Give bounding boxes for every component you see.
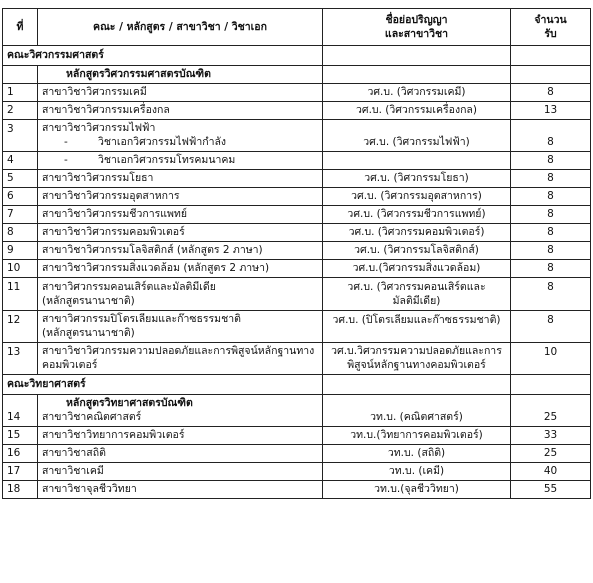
row-degree: วศ.บ. (วิศวกรรมคอมพิวเตอร์) — [323, 224, 511, 242]
header-no: ที่ — [3, 9, 38, 46]
faculty-name: คณะวิทยาศาสตร์ — [3, 375, 323, 395]
row-no: 4 — [3, 152, 38, 170]
faculty-row — [3, 46, 591, 66]
row-count: 8 — [511, 311, 591, 343]
table-row — [3, 311, 591, 343]
table-row — [3, 120, 591, 152]
row-no: 7 — [3, 206, 38, 224]
row-count: 8 — [511, 170, 591, 188]
row-name: สาขาวิชาจุลชีววิทยา — [38, 481, 323, 499]
table-row — [3, 427, 591, 445]
empty-cell — [3, 66, 38, 84]
row-no: 18 — [3, 481, 38, 499]
row-sub-name: วิชาเอกวิศวกรรมไฟฟ้ากำลัง — [98, 136, 227, 148]
row-count: 13 — [511, 102, 591, 120]
row-degree: วศ.บ. (วิศวกรรมโยธา) — [323, 170, 511, 188]
row-name — [38, 311, 323, 343]
table-row — [3, 260, 591, 278]
row-count: 8 — [511, 278, 591, 311]
table-row — [3, 343, 591, 375]
empty-cell — [511, 66, 591, 84]
row-no: 17 — [3, 463, 38, 481]
row-name — [38, 395, 323, 427]
row-no: 13 — [3, 343, 38, 375]
header-degree-line1: ชื่อย่อปริญญา — [385, 14, 448, 26]
row-no: 6 — [3, 188, 38, 206]
row-no: 8 — [3, 224, 38, 242]
row-no: 12 — [3, 311, 38, 343]
row-name — [38, 343, 323, 375]
row-name: สาขาวิชาวิศวกรรมชีวการแพทย์ — [38, 206, 323, 224]
program-name: หลักสูตรวิศวกรรมศาสตรบัณฑิต — [38, 66, 323, 84]
row-name-line1: สาขาวิศวกรรมปิโตรเลียมและก๊าซธรรมชาติ — [42, 313, 241, 325]
row-name: สาขาวิชาเคมี — [38, 463, 323, 481]
row-no: 5 — [3, 170, 38, 188]
table-row — [3, 463, 591, 481]
table-row — [3, 102, 591, 120]
table-row — [3, 395, 591, 427]
row-sub-name: วิชาเอกวิศวกรรมโทรคมนาคม — [98, 154, 236, 166]
row-count: 8 — [511, 84, 591, 102]
row-name-line1: สาขาวิชาวิศวกรรมความปลอดภัยและการพิสูจน์หลักฐานทาง — [42, 345, 315, 357]
row-name-line2: (หลักสูตรนานาชาติ) — [42, 327, 135, 339]
header-degree-line2: และสาขาวิชา — [384, 28, 449, 40]
row-degree-line1: วศ.บ. (วิศวกรรมคอนเสิร์ตและ — [347, 281, 486, 293]
row-name: สาขาวิชาวิศวกรรมอุตสาหการ — [38, 188, 323, 206]
row-no: 9 — [3, 242, 38, 260]
faculty-row — [3, 375, 591, 395]
table-row — [3, 445, 591, 463]
dash-marker: - — [64, 136, 68, 148]
table-row — [3, 278, 591, 311]
row-count: 55 — [511, 481, 591, 499]
row-name-line1: สาขาวิชาคณิตศาสตร์ — [42, 411, 142, 423]
row-degree: วท.บ. (สถิติ) — [323, 445, 511, 463]
faculty-name: คณะวิศวกรรมศาสตร์ — [3, 46, 323, 66]
row-name: สาขาวิชาวิศวกรรมสิ่งแวดล้อม (หลักสูตร 2 ภาษา) — [38, 260, 323, 278]
empty-cell — [511, 46, 591, 66]
program-row — [3, 66, 591, 84]
row-degree: วศ.บ. (ปิโตรเลียมและก๊าซธรรมชาติ) — [323, 311, 511, 343]
row-name-line2: คอมพิวเตอร์ — [42, 359, 98, 371]
row-no: 3 — [3, 120, 38, 152]
row-no: 10 — [3, 260, 38, 278]
row-no: 15 — [3, 427, 38, 445]
empty-cell — [323, 46, 511, 66]
row-count: 8 — [511, 242, 591, 260]
row-name: สาขาวิชาวิทยาการคอมพิวเตอร์ — [38, 427, 323, 445]
row-name — [38, 152, 323, 170]
row-count: 10 — [511, 343, 591, 375]
row-count: 8 — [511, 206, 591, 224]
header-name: คณะ / หลักสูตร / สาขาวิชา / วิชาเอก — [38, 9, 323, 46]
row-degree-line1: วศ.บ.วิศวกรรมความปลอดภัยและการ — [331, 345, 502, 357]
row-count: 8 — [511, 120, 591, 152]
empty-cell — [511, 375, 591, 395]
row-name: สาขาวิชาวิศวกรรมคอมพิวเตอร์ — [38, 224, 323, 242]
row-name: สาขาวิชาวิศวกรรมเคมี — [38, 84, 323, 102]
row-degree — [323, 278, 511, 311]
row-name-line1: สาขาวิศวกรรมคอนเสิร์ตและมัลติมีเดีย — [42, 281, 216, 293]
row-count: 25 — [511, 395, 591, 427]
empty-cell — [323, 66, 511, 84]
row-no: 14 — [3, 395, 38, 427]
row-name: สาขาวิชาวิศวกรรมโลจิสติกส์ (หลักสูตร 2 ภาษา) — [38, 242, 323, 260]
table-row — [3, 224, 591, 242]
table-row — [3, 206, 591, 224]
row-count: 25 — [511, 445, 591, 463]
row-count: 8 — [511, 224, 591, 242]
row-no: 11 — [3, 278, 38, 311]
row-degree: วศ.บ. (วิศวกรรมเครื่องกล) — [323, 102, 511, 120]
header-count-line1: จำนวน — [534, 14, 567, 26]
row-no: 2 — [3, 102, 38, 120]
row-degree-line2: พิสูจน์หลักฐานทางคอมพิวเตอร์ — [347, 359, 486, 371]
header-degree — [323, 9, 511, 46]
row-name-line1: สาขาวิชาวิศวกรรมไฟฟ้า — [42, 122, 156, 134]
admission-table — [2, 8, 591, 499]
row-degree: วศ.บ. (วิศวกรรมโลจิสติกส์) — [323, 242, 511, 260]
table-row — [3, 170, 591, 188]
row-count: 40 — [511, 463, 591, 481]
row-count: 8 — [511, 260, 591, 278]
empty-cell — [323, 375, 511, 395]
row-degree: วศ.บ. (วิศวกรรมอุตสาหการ) — [323, 188, 511, 206]
dash-marker: - — [64, 154, 68, 166]
table-header-row — [3, 9, 591, 46]
row-name: สาขาวิชาวิศวกรรมโยธา — [38, 170, 323, 188]
header-count — [511, 9, 591, 46]
row-degree: วท.บ.(วิทยาการคอมพิวเตอร์) — [323, 427, 511, 445]
row-degree — [323, 343, 511, 375]
row-name — [38, 120, 323, 152]
row-degree: วท.บ. (คณิตศาสตร์) — [323, 395, 511, 427]
row-name: สาขาวิชาวิศวกรรมเครื่องกล — [38, 102, 323, 120]
table-row — [3, 152, 591, 170]
row-name: สาขาวิชาสถิติ — [38, 445, 323, 463]
table-row — [3, 84, 591, 102]
row-no: 16 — [3, 445, 38, 463]
row-degree: วท.บ. (เคมี) — [323, 463, 511, 481]
row-count: 8 — [511, 152, 591, 170]
row-degree: วศ.บ. (วิศวกรรมชีวการแพทย์) — [323, 206, 511, 224]
program-name: หลักสูตรวิทยาศาสตรบัณฑิต — [66, 397, 193, 409]
row-degree-line2: มัลติมีเดีย) — [392, 295, 441, 307]
row-no: 1 — [3, 84, 38, 102]
row-name — [38, 278, 323, 311]
row-degree: วท.บ.(จุลชีววิทยา) — [323, 481, 511, 499]
row-degree: วศ.บ.(วิศวกรรมสิ่งแวดล้อม) — [323, 260, 511, 278]
row-name-line2: (หลักสูตรนานาชาติ) — [42, 295, 135, 307]
row-sub-line — [42, 135, 318, 149]
row-count: 33 — [511, 427, 591, 445]
table-row — [3, 188, 591, 206]
row-degree — [323, 152, 511, 170]
row-count: 8 — [511, 188, 591, 206]
row-degree: วศ.บ. (วิศวกรรมเคมี) — [323, 84, 511, 102]
table-row — [3, 242, 591, 260]
table-row — [3, 481, 591, 499]
header-count-line2: รับ — [544, 28, 557, 40]
row-degree: วศ.บ. (วิศวกรรมไฟฟ้า) — [323, 120, 511, 152]
